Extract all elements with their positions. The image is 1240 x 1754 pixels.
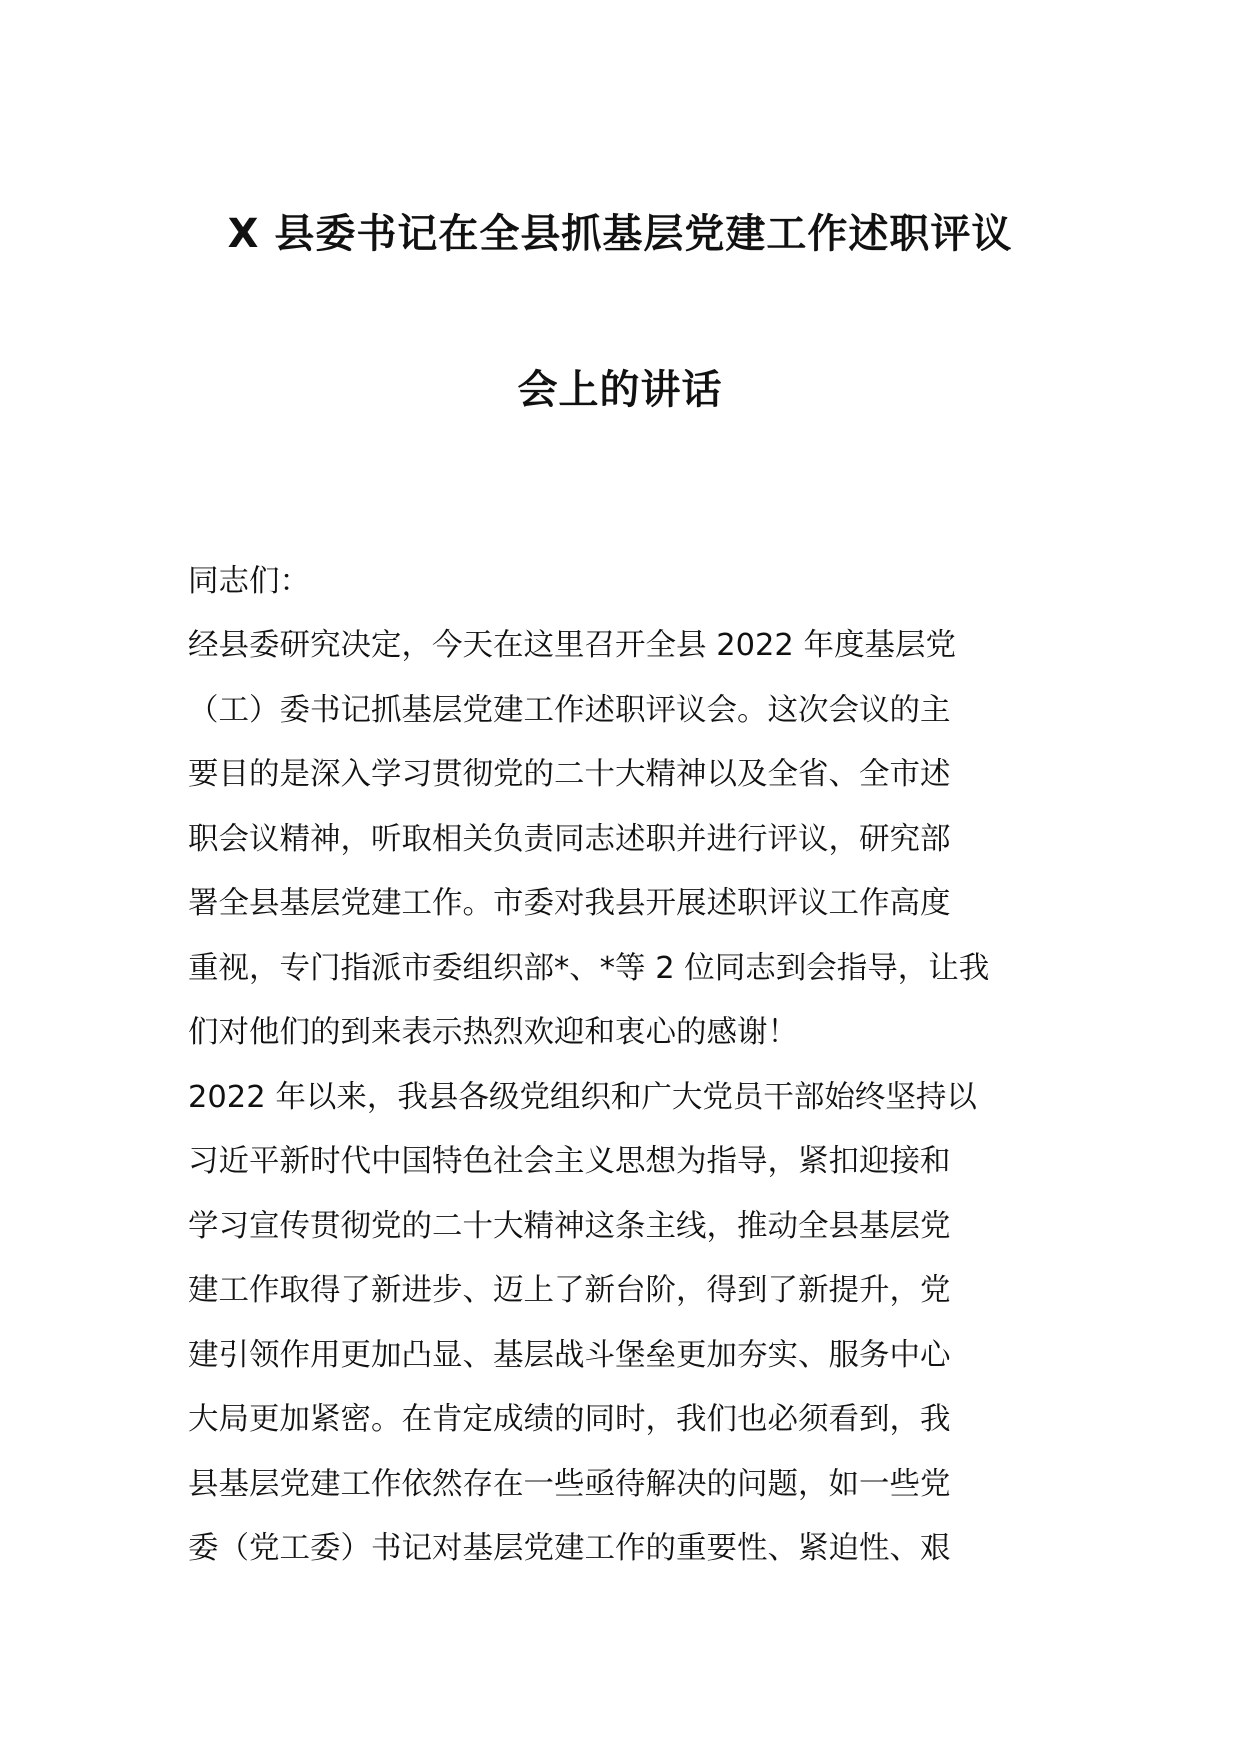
paragraph-1-line-5: 署全县基层党建工作。市委对我县开展述职评议工作高度 (188, 886, 951, 921)
document-title-line-1: X 县委书记在全县抓基层党建工作述职评议 (227, 211, 1013, 257)
paragraph-2-line-1: 2022 年以来，我县各级党组织和广大党员干部始终坚持以 (188, 1080, 977, 1115)
salutation: 同志们： (188, 564, 310, 599)
paragraph-2-line-4: 建工作取得了新进步、迈上了新台阶，得到了新提升，党 (188, 1273, 951, 1308)
paragraph-1-line-6: 重视，专门指派市委组织部*、*等 2 位同志到会指导，让我 (188, 951, 990, 986)
paragraph-2-line-3: 学习宣传贯彻党的二十大精神这条主线，推动全县基层党 (188, 1209, 951, 1244)
paragraph-1-line-1: 经县委研究决定，今天在这里召开全县 2022 年度基层党 (188, 628, 957, 663)
paragraph-2-line-2: 习近平新时代中国特色社会主义思想为指导，紧扣迎接和 (188, 1144, 951, 1179)
paragraph-1-line-2: （工）委书记抓基层党建工作述职评议会。这次会议的主 (188, 693, 951, 728)
paragraph-1-line-7: 们对他们的到来表示热烈欢迎和衷心的感谢！ (188, 1015, 798, 1050)
paragraph-1-line-4: 职会议精神，听取相关负责同志述职并进行评议，研究部 (188, 822, 951, 857)
document-title-line-2: 会上的讲话 (517, 367, 723, 413)
paragraph-1-line-3: 要目的是深入学习贯彻党的二十大精神以及全省、全市述 (188, 757, 951, 792)
paragraph-2-line-6: 大局更加紧密。在肯定成绩的同时，我们也必须看到，我 (188, 1402, 951, 1437)
paragraph-2-line-8: 委（党工委）书记对基层党建工作的重要性、紧迫性、艰 (188, 1531, 951, 1566)
paragraph-2-line-5: 建引领作用更加凸显、基层战斗堡垒更加夯实、服务中心 (188, 1338, 951, 1373)
paragraph-2-line-7: 县基层党建工作依然存在一些亟待解决的问题，如一些党 (188, 1467, 951, 1502)
